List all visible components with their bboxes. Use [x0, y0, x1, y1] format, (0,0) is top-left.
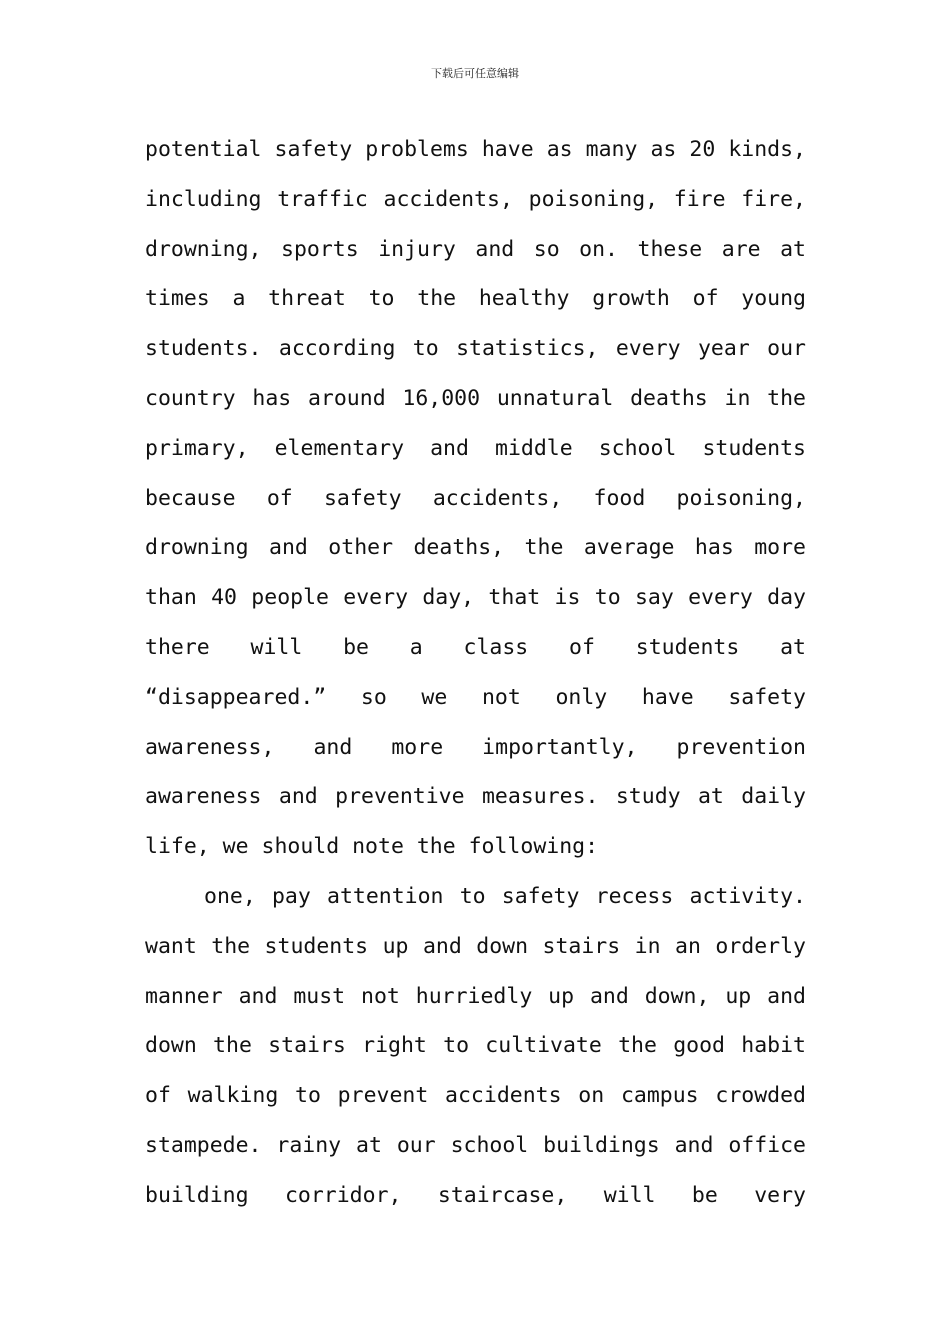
text-line: of walking to prevent accidents on campus crowded [145, 1083, 806, 1109]
text-line: “disappeared.” so we not only have safety [145, 684, 806, 710]
text-line: life, we should note the following: [145, 834, 599, 860]
text-line: awareness and preventive measures. study at daily [145, 784, 806, 810]
text-line: than 40 people every day, that is to say every day [145, 585, 806, 611]
text-line: awareness, and more importantly, prevention [145, 734, 806, 760]
paragraph-first-line: one, pay attention to safety recess activity. [204, 883, 806, 909]
text-line: drowning and other deaths, the average has more [145, 535, 806, 561]
text-line: manner and must not hurriedly up and down, up and [145, 983, 806, 1009]
text-line: primary, elementary and middle school students [145, 435, 806, 461]
text-line: potential safety problems have as many as 20 kinds, [145, 137, 806, 162]
text-line: times a threat to the healthy growth of young [145, 286, 806, 312]
page-header: 下载后可任意编辑 [431, 67, 519, 80]
text-line: building corridor, staircase, will be very [145, 1182, 806, 1208]
text-line: students. according to statistics, every year our [145, 336, 806, 362]
document-body [145, 125, 806, 1221]
text-line: including traffic accidents, poisoning, fire fire, [145, 186, 806, 212]
text-line: down the stairs right to cultivate the good habit [145, 1033, 806, 1059]
text-line: country has around 16,000 unnatural deaths in the [145, 385, 806, 411]
text-line: stampede. rainy at our school buildings and office [145, 1132, 806, 1158]
text-line: drowning, sports injury and so on. these are at [145, 236, 806, 262]
text-line: there will be a class of students at [145, 634, 806, 660]
text-line: because of safety accidents, food poisoning, [145, 485, 806, 511]
text-line: want the students up and down stairs in an orderly [145, 933, 806, 959]
